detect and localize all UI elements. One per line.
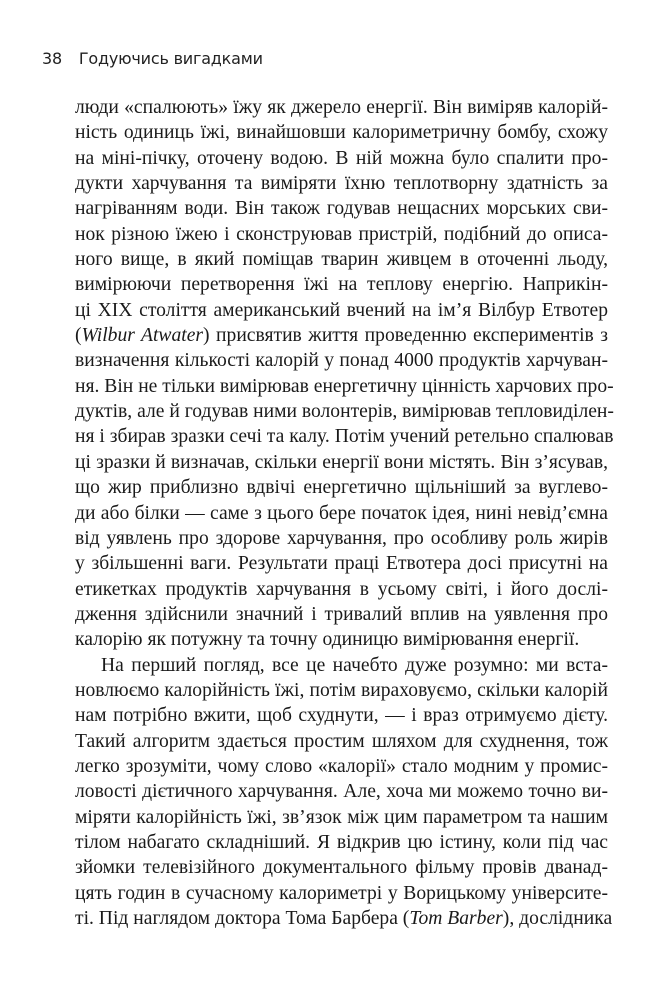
text-segment: ня і збирав зразки сечі та калу. Потім учений ретельно спалював	[75, 426, 614, 448]
text-segment: ті. Під наглядом доктора Тома Барбера (	[75, 908, 410, 929]
text-line	[75, 196, 608, 221]
body-text	[75, 95, 614, 931]
text-line	[75, 348, 608, 373]
text-segment: новлюємо калорійність їжі, потім вираховуємо, скільки калорій	[75, 679, 608, 701]
text-segment: на міні-пічку, оточену водою. В ній можна було спалити про-	[75, 147, 608, 169]
italic-name: Wilbur Atwater	[81, 325, 204, 347]
text-line	[75, 754, 608, 779]
text-segment: ці XIX століття американський вчений на ім’я Вілбур Етвотер	[75, 299, 608, 321]
text-line	[75, 551, 608, 576]
text-segment: ці зразки й визначав, скільки енергії вони містять. Він з’ясував,	[75, 451, 608, 473]
text-segment: ного вище, в який поміщав тварин живцем в оточенні льоду,	[75, 249, 608, 271]
text-line	[75, 399, 614, 424]
text-line	[75, 653, 608, 678]
text-line	[75, 779, 608, 804]
text-line	[75, 146, 608, 171]
text-line	[75, 526, 608, 551]
text-line	[75, 222, 608, 247]
text-segment: цять годин в сучасному калориметрі у Ворицькому університе-	[75, 882, 608, 904]
text-line	[75, 424, 614, 449]
text-segment: калорію як потужну та точну одиницю вимірювання енергії.	[75, 629, 580, 651]
italic-name: Tom Barber	[409, 908, 503, 929]
text-line	[75, 703, 608, 728]
text-segment: дження здійснили значний і тривалий вплив на уявлення про	[75, 603, 608, 625]
text-line	[75, 298, 608, 323]
text-line	[75, 577, 608, 602]
text-line	[75, 171, 608, 196]
text-segment: етикетках продуктів харчування в усьому світі, і його дослі-	[75, 578, 608, 600]
text-line	[75, 501, 608, 526]
chapter-title: Годуючись вигадками	[78, 49, 263, 68]
text-segment: люди «спалюють» їжу як джерело енергії. Він виміряв калорій-	[75, 97, 608, 118]
text-line	[75, 805, 608, 830]
text-segment: На перший погляд, все це начебто дуже розумно: ми вста-	[101, 654, 608, 676]
text-segment: від уявлень про здорове харчування, про особливу роль жирів	[75, 527, 608, 549]
running-header	[42, 49, 263, 68]
text-segment: ди або білки — саме з цього бере початок ідея, нині невід’ємна	[75, 502, 608, 524]
text-line	[75, 323, 608, 348]
text-segment: дукти харчування та виміряти їхню теплотворну здатність за	[75, 173, 608, 195]
text-segment: ) присвятив життя проведенню експериментів з	[203, 325, 609, 347]
text-segment: зйомки телевізійного документального фільму провів дванад-	[75, 857, 608, 879]
paragraph	[75, 95, 614, 653]
text-line	[75, 881, 608, 906]
text-segment: дуктів, але й годував ними волонтерів, вимірював тепловиділен-	[75, 401, 614, 423]
text-segment: ловості дієтичного харчування. Але, хоча ми можемо точно ви-	[75, 781, 608, 803]
text-segment: ), дослідника	[502, 908, 613, 929]
text-segment: міряти калорійність їжі, зв’язок між цим параметром та нашим	[75, 806, 608, 828]
page-number: 38	[42, 49, 62, 68]
text-line	[75, 95, 608, 120]
text-segment: визначення кількості калорій у понад 4000 продуктів харчуван-	[75, 350, 608, 372]
text-segment: що жир приблизно вдвічі енергетично щільніший за вуглево-	[75, 477, 608, 499]
text-segment: нок різною їжею і сконструював пристрій, подібний до описа-	[75, 223, 608, 245]
text-segment: вимірюючи перетворення їжі на теплову енергію. Наприкін-	[75, 274, 608, 296]
text-segment: тілом набагато складніший. Я відкрив цю істину, коли під час	[75, 831, 608, 853]
text-segment: Такий алгоритм здається простим шляхом для схуднення, тож	[75, 730, 608, 752]
text-segment: нам потрібно вжити, щоб схуднути, — і враз отримуємо дієту.	[75, 705, 608, 727]
text-segment: ня. Він не тільки вимірював енергетичну цінність харчових про-	[75, 375, 614, 397]
text-line	[75, 602, 608, 627]
text-line	[75, 247, 608, 272]
text-line	[75, 120, 608, 145]
text-segment: нагріванням води. Він також годував нещасних морських сви-	[75, 198, 608, 220]
text-segment: ність одиниць їжі, винайшовши калориметричну бомбу, схожу	[75, 122, 608, 144]
text-segment: у збільшенні ваги. Результати праці Етвотера досі присутні на	[75, 553, 608, 575]
text-line	[75, 906, 613, 931]
text-segment: легко зрозуміти, чому слово «калорії» стало модним у промис-	[75, 755, 608, 777]
text-line	[75, 830, 608, 855]
text-line	[75, 272, 608, 297]
paragraph	[75, 653, 613, 932]
text-line	[75, 450, 608, 475]
text-line	[75, 475, 608, 500]
text-line	[75, 729, 608, 754]
text-segment: (	[75, 325, 82, 347]
text-line	[75, 855, 608, 880]
text-line	[75, 627, 608, 652]
text-line	[75, 374, 614, 399]
text-line	[75, 678, 608, 703]
